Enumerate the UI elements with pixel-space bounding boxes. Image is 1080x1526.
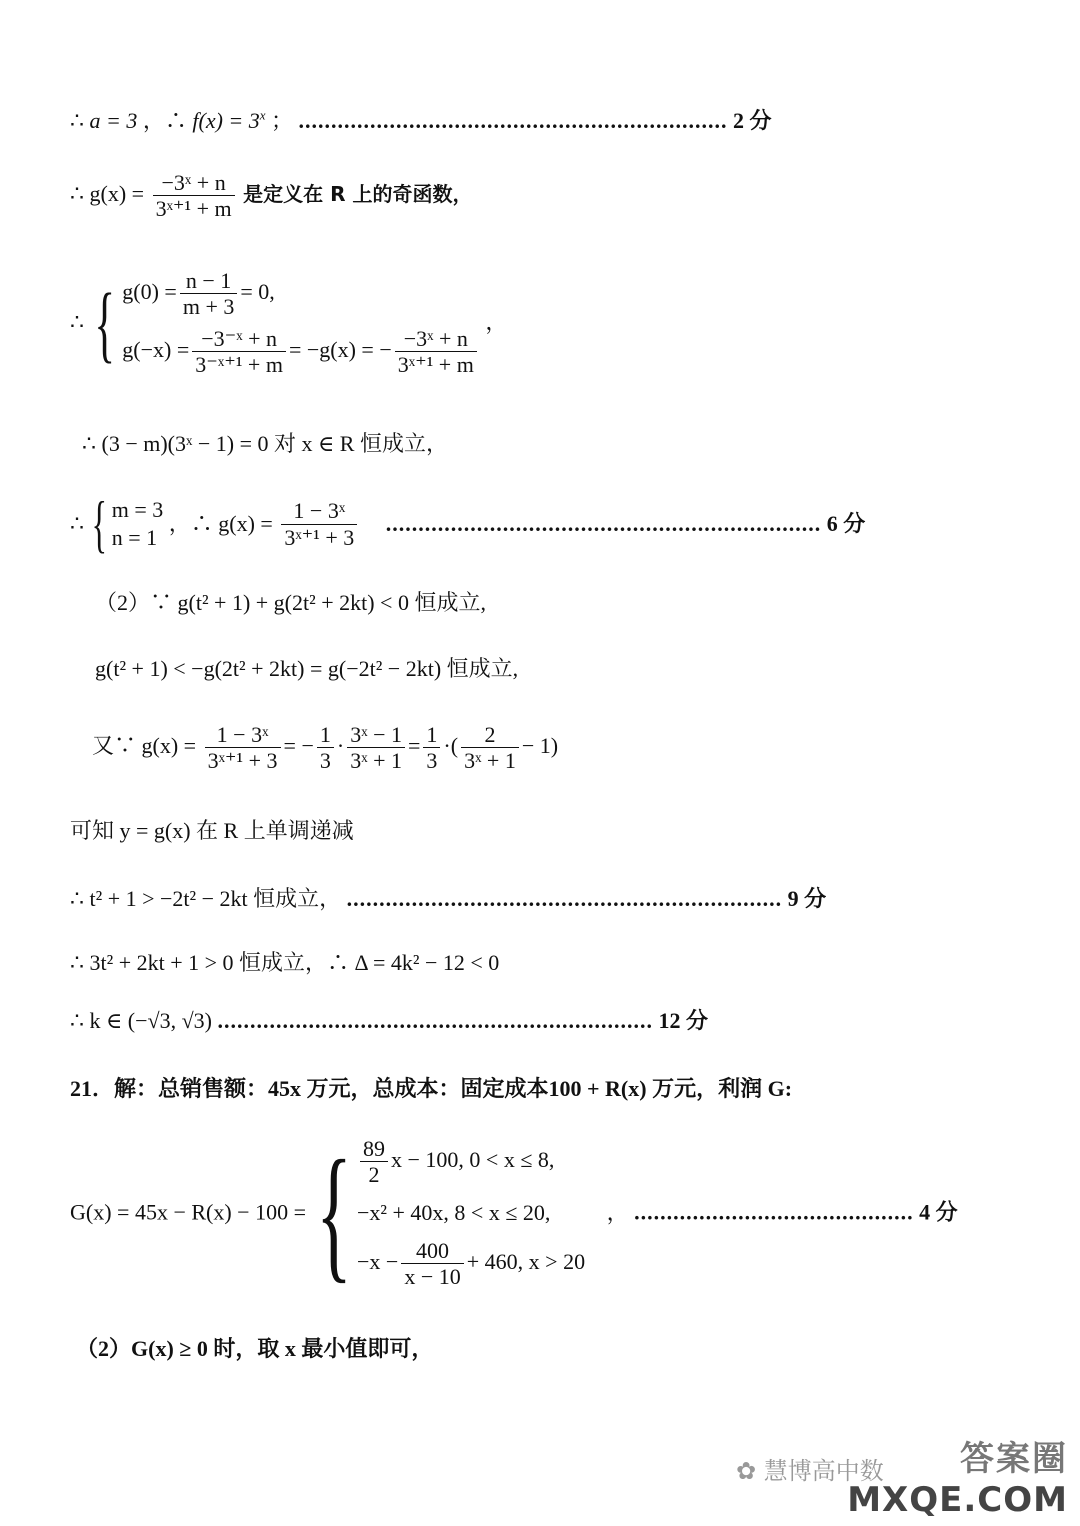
line-q21 [70, 1078, 792, 1100]
brace: { [315, 1129, 352, 1296]
brace: { [91, 488, 107, 559]
gx-def: G(x) = 45x − R(x) − 100 = [70, 1199, 306, 1225]
system [112, 493, 164, 555]
line-identity [82, 433, 448, 455]
frac [395, 326, 477, 378]
case-3 [357, 1238, 585, 1290]
comma: ， [485, 309, 508, 335]
denominator: 3ˣ + 1 [464, 748, 516, 774]
denominator: 3ˣ⁺¹ + 3 [207, 748, 278, 774]
op: ·( [443, 732, 459, 758]
line-ineq-t [70, 888, 826, 910]
case-1 [357, 1136, 585, 1188]
score-12: 12 分 [658, 1008, 709, 1033]
gx-label: 又∵ g(x) = [92, 732, 197, 758]
line-conclusion-a [70, 107, 772, 133]
numerator: 400 [401, 1238, 463, 1264]
denominator: x − 10 [404, 1263, 461, 1289]
denominator: 3⁻ˣ⁺¹ + m [195, 351, 283, 377]
gx-fraction [153, 170, 235, 222]
numerator: 2 [461, 722, 519, 748]
frac [205, 722, 281, 774]
score-2: 2 分 [733, 108, 772, 133]
logo-bottom: MXQE.COM [847, 1480, 1068, 1520]
part2-text: （2）∵ g(t² + 1) + g(2t² + 2kt) < 0 恒成立, [95, 590, 486, 615]
gx-label: ∴ g(x) = [70, 180, 145, 206]
denominator: 2 [368, 1162, 380, 1188]
neg-g: = −g(x) = − [288, 336, 392, 362]
numerator: 1 − 3ˣ [281, 498, 357, 524]
odd-text: 是定义在 R 上的奇函数， [243, 181, 473, 206]
g0: g(0) = [122, 278, 177, 304]
frac [401, 1238, 463, 1290]
numerator: 89 [360, 1136, 388, 1162]
frac [423, 722, 440, 774]
case-3-b: + 460, x > 20 [466, 1248, 586, 1274]
op: · [336, 732, 345, 758]
line-inequality [95, 658, 518, 680]
piecewise-cases [357, 1130, 585, 1295]
semi: ； [265, 108, 294, 133]
numerator: −3⁻ˣ + n [192, 326, 286, 352]
op: − 1) [521, 732, 559, 758]
score-4: 4 分 [919, 1199, 958, 1225]
therefore: ∴ [70, 108, 90, 133]
system [122, 262, 480, 383]
line-k-range [70, 1010, 708, 1032]
line-part2-q21 [76, 1338, 433, 1360]
sys-row-2 [122, 326, 480, 378]
gneg: g(−x) = [122, 336, 190, 362]
brace: { [93, 274, 115, 371]
gx-fraction [281, 498, 357, 550]
denominator: 3 [319, 748, 331, 774]
frac [317, 722, 334, 774]
denominator: 3ˣ⁺¹ + 3 [284, 524, 355, 550]
frac [347, 722, 405, 774]
wechat-account: 慧博高中数 [763, 1457, 884, 1485]
score-leader: .................................................................. [298, 108, 728, 133]
identity-text: ∴ (3 − m)(3ˣ − 1) = 0 对 x ∈ R 恒成立， [82, 431, 448, 456]
case-3-a: −x − [357, 1248, 399, 1274]
eq0: = 0, [240, 278, 275, 304]
comma: ， [606, 1199, 629, 1225]
op: = [407, 732, 421, 758]
score-leader: ................................................................... [217, 1008, 653, 1033]
q21-text: 21．解：总销售额：45x 万元，总成本：固定成本100 + R(x) 万元，利润 G: [70, 1076, 793, 1101]
case-2 [357, 1199, 585, 1225]
line-part2 [95, 592, 486, 614]
frac [360, 1136, 388, 1188]
line-mn-result [70, 488, 866, 559]
exp: x [259, 107, 266, 123]
frac [461, 722, 519, 774]
numerator: 1 − 3ˣ [205, 722, 281, 748]
numerator: 3ˣ − 1 [347, 722, 405, 748]
gx-label: ，∴ g(x) = [168, 511, 273, 536]
eq-f: f(x) = 3 [192, 108, 260, 133]
frac [180, 268, 238, 320]
denominator: m + 3 [182, 294, 235, 320]
line-system-1 [70, 262, 507, 383]
score-6: 6 分 [826, 511, 866, 536]
line-discriminant [70, 952, 499, 974]
line-rewrite-g [92, 722, 558, 774]
numerator: n − 1 [180, 268, 238, 294]
numerator: −3ˣ + n [395, 326, 477, 352]
sep: ，∴ [137, 108, 193, 133]
monotonic-text: 可知 y = g(x) 在 R 上单调递减 [70, 818, 354, 843]
numerator: 1 [423, 722, 440, 748]
score-leader: ................................................................... [346, 886, 783, 911]
score-leader: ........................................... [634, 1199, 914, 1225]
denominator: 3ˣ + 1 [350, 748, 402, 774]
n-value: n = 1 [111, 525, 158, 550]
line-odd-function [70, 170, 472, 222]
site-logo-watermark [847, 1431, 1068, 1520]
wechat-icon: ✿ [736, 1457, 757, 1485]
discriminant-text: ∴ 3t² + 2kt + 1 > 0 恒成立，∴ Δ = 4k² − 12 < 0 [70, 950, 500, 975]
score-leader: ................................................................... [385, 511, 822, 536]
denominator: 3ˣ⁺¹ + m [397, 351, 474, 377]
denominator: 3ˣ⁺¹ + m [155, 196, 232, 222]
line-monotonic [70, 820, 354, 842]
denominator: 3 [426, 748, 438, 774]
frac [192, 326, 286, 378]
therefore: ∴ [70, 511, 84, 536]
ineq-t-text: ∴ t² + 1 > −2t² − 2kt 恒成立， [70, 886, 342, 911]
k-range-text: ∴ k ∈ (−√3, √3) [70, 1008, 212, 1033]
ineq-text: g(t² + 1) < −g(2t² + 2kt) = g(−2t² − 2kt) 恒成立, [95, 656, 519, 681]
score-9: 9 分 [787, 886, 827, 911]
line-piecewise [70, 1130, 958, 1295]
part2-q21-text: （2）G(x) ≥ 0 时，取 x 最小值即可， [76, 1336, 434, 1361]
m-value: m = 3 [111, 497, 164, 522]
therefore: ∴ [70, 309, 84, 335]
numerator: −3ˣ + n [153, 170, 235, 196]
sys-row-1 [122, 268, 480, 320]
case-2-text: −x² + 40x, 8 < x ≤ 20, [357, 1199, 551, 1225]
case-1-text: x − 100, 0 < x ≤ 8, [391, 1146, 555, 1172]
op: = − [283, 732, 314, 758]
logo-top: 答案圈 [960, 1439, 1068, 1479]
eq-a: a = 3 [89, 108, 138, 133]
numerator: 1 [317, 722, 334, 748]
